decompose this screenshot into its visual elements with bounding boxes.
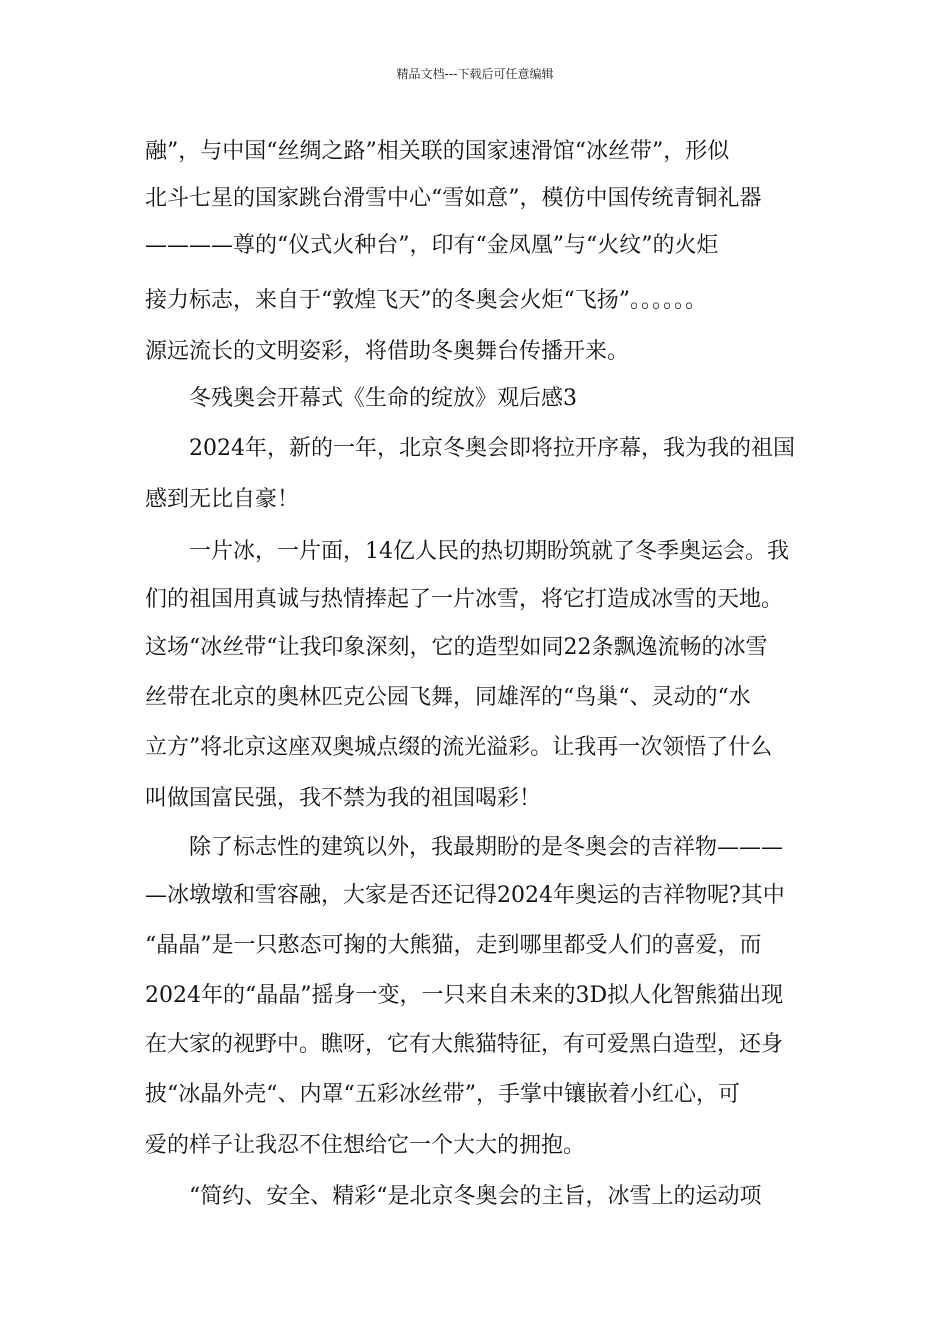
text-line: 2024年的“晶晶”摇身一变，一只来自未来的3D拟人化智熊猫出现: [145, 983, 784, 1008]
text-line: “晶晶”是一只憨态可掬的大熊猫，走到哪里都受人们的喜爱，而: [145, 933, 762, 958]
text-line: 披“冰晶外壳“、内罩“五彩冰丝带”，手掌中镶嵌着小红心，可: [145, 1082, 740, 1107]
text-line: 爱的样子让我忍不住想给它一个大大的拥抱。: [145, 1133, 586, 1158]
section-heading: 冬残奥会开幕式《生命的绽放》观后感3: [189, 386, 577, 411]
text-line: 融”，与中国“丝绸之路”相关联的国家速滑馆“冰丝带”，形似: [145, 139, 730, 164]
text-line: 叫做国富民强，我不禁为我的祖国喝彩！: [145, 786, 542, 811]
text-line: 一片冰，一片面，14亿人民的热切期盼筑就了冬季奥运会。我: [189, 539, 789, 564]
text-line: 北斗七星的国家跳台滑雪中心“雪如意”，模仿中国传统青铜礼器: [145, 186, 762, 211]
text-line: 丝带在北京的奥林匹克公园飞舞，同雄浑的“鸟巢“、灵动的“水: [145, 685, 751, 710]
text-line: —冰墩墩和雪容融，大家是否还记得2024年奥运的吉祥物呢?其中: [145, 883, 785, 908]
text-line: “简约、安全、精彩“是北京冬奥会的主旨，冰雪上的运动项: [189, 1184, 762, 1209]
text-line: 接力标志，来自于“敦煌飞天”的冬奥会火炬“飞扬”。。。。。。: [145, 288, 707, 313]
text-line: 在大家的视野中。瞧呀，它有大熊猫特征，有可爱黑白造型，还身: [145, 1032, 784, 1057]
text-line: 除了标志性的建筑以外，我最期盼的是冬奥会的吉祥物———: [189, 835, 784, 860]
text-line: ————尊的“仪式火种台”，印有“金凤凰”与“火纹”的火炬: [145, 233, 719, 258]
text-line: 2024年，新的一年，北京冬奥会即将拉开序幕，我为我的祖国: [189, 436, 795, 461]
text-line: 们的祖国用真诚与热情捧起了一片冰雪，将它打造成冰雪的天地。: [145, 587, 784, 612]
text-line: 立方”将北京这座双奥城点缀的流光溢彩。让我再一次领悟了什么: [145, 735, 773, 760]
text-line: 源远流长的文明姿彩，将借助冬奥舞台传播开来。: [145, 339, 630, 364]
text-line: 感到无比自豪！: [145, 487, 300, 512]
page-header: 精品文档---下载后可任意编辑: [396, 67, 554, 81]
text-line: 这场“冰丝带“让我印象深刻，它的造型如同22条飘逸流畅的冰雪: [145, 635, 768, 660]
